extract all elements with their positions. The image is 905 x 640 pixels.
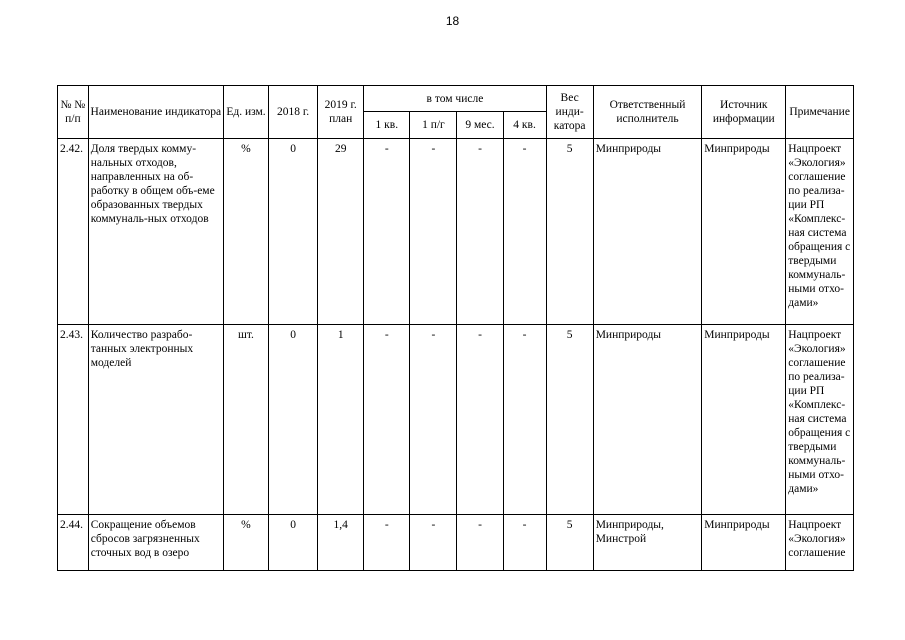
header-2018: 2018 г. <box>269 86 318 139</box>
cell-h1: - <box>410 515 457 571</box>
cell-2019-plan: 1 <box>318 325 364 515</box>
header-name: Наименование индикатора <box>88 86 223 139</box>
cell-weight: 5 <box>546 325 593 515</box>
cell-9m: - <box>457 515 503 571</box>
cell-name: Сокращение объемов сбросов загрязненных сточных вод в озеро <box>88 515 223 571</box>
cell-responsible: Минприроды <box>593 139 702 325</box>
cell-unit: шт. <box>223 325 268 515</box>
header-including: в том числе <box>364 86 546 112</box>
cell-num: 2.44. <box>58 515 89 571</box>
cell-num: 2.42. <box>58 139 89 325</box>
cell-responsible: Минприроды, Минстрой <box>593 515 702 571</box>
header-9m: 9 мес. <box>457 112 503 139</box>
cell-name: Доля твердых комму-нальных отходов, направленных на об-работку в общем объ-еме образованных твердых коммуналь-ных отходов <box>88 139 223 325</box>
header-q1: 1 кв. <box>364 112 410 139</box>
cell-9m: - <box>457 139 503 325</box>
cell-2019-plan: 1,4 <box>318 515 364 571</box>
indicators-table <box>57 85 854 571</box>
cell-q4: - <box>503 515 546 571</box>
cell-q4: - <box>503 139 546 325</box>
cell-9m: - <box>457 325 503 515</box>
cell-q1: - <box>364 139 410 325</box>
table-row <box>58 515 854 571</box>
header-num: № № п/п <box>58 86 89 139</box>
header-responsible: Ответственный исполнитель <box>593 86 702 139</box>
cell-weight: 5 <box>546 139 593 325</box>
cell-num: 2.43. <box>58 325 89 515</box>
cell-note: Нацпроект «Экология» соглашение по реализа-ции РП «Комплекс-ная система обращения с твердыми коммуналь-ными отхо-дами» <box>786 139 854 325</box>
cell-source: Минприроды <box>702 515 786 571</box>
cell-h1: - <box>410 325 457 515</box>
cell-responsible: Минприроды <box>593 325 702 515</box>
table-row <box>58 325 854 515</box>
cell-q1: - <box>364 515 410 571</box>
page-number: 18 <box>445 14 460 28</box>
cell-2018: 0 <box>269 515 318 571</box>
cell-unit: % <box>223 515 268 571</box>
header-2019-plan: 2019 г. план <box>318 86 364 139</box>
table-row <box>58 139 854 325</box>
cell-2019-plan: 29 <box>318 139 364 325</box>
header-source: Источник информации <box>702 86 786 139</box>
table-body <box>58 139 854 571</box>
cell-source: Минприроды <box>702 325 786 515</box>
cell-source: Минприроды <box>702 139 786 325</box>
header-weight: Вес инди-катора <box>546 86 593 139</box>
cell-note: Нацпроект «Экология» соглашение по реализа-ции РП «Комплекс-ная система обращения с твердыми коммуналь-ными отхо-дами» <box>786 325 854 515</box>
header-row-1 <box>58 86 854 112</box>
cell-2018: 0 <box>269 139 318 325</box>
cell-h1: - <box>410 139 457 325</box>
cell-name: Количество разрабо-танных электронных моделей <box>88 325 223 515</box>
header-note: Примечание <box>786 86 854 139</box>
cell-note: Нацпроект «Экология» соглашение <box>786 515 854 571</box>
cell-q4: - <box>503 325 546 515</box>
header-h1: 1 п/г <box>410 112 457 139</box>
cell-weight: 5 <box>546 515 593 571</box>
header-unit: Ед. изм. <box>223 86 268 139</box>
header-q4: 4 кв. <box>503 112 546 139</box>
cell-2018: 0 <box>269 325 318 515</box>
table-header <box>58 86 854 139</box>
cell-q1: - <box>364 325 410 515</box>
cell-unit: % <box>223 139 268 325</box>
